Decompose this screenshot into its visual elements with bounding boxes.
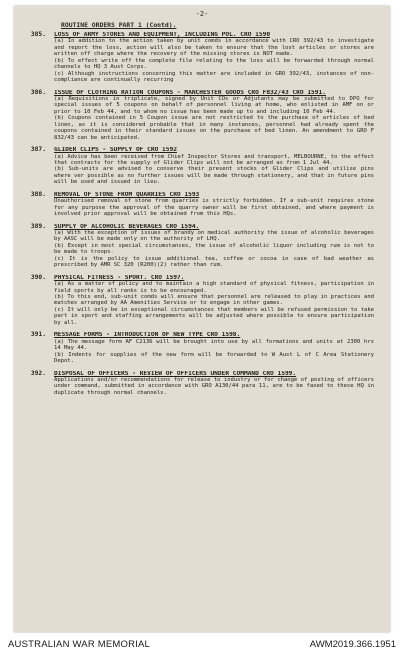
order-body — [54, 275, 374, 327]
order-number: 387. — [30, 146, 46, 154]
order-title: SUPPLY OF ALCOHOLIC BEVERAGES CRO 1594. — [54, 223, 200, 230]
order-paragraph: (a) Requisitions in triplicate, signed by Unit COs or Adjutants may be submitted to DPO for special issues of 5 coupons on behalf of personnel living at home, who enlisted in AMF on or prior to 10 Feb 44, and to whom no issue has been made up to and including 10 Feb 44. — [54, 95, 374, 115]
order-paragraph: (b) To this end, sub-unit comds will ensure that personnel are released to play in practices and matches arranged by AA Amenities Service or to engage in other games. — [54, 294, 374, 307]
order-paragraph: (c) It is the policy to issue additional tea, coffee or cocoa in case of bad weather as prescribed by AMR SC 320 (R200)(2) rather than rum. — [54, 255, 374, 269]
order-item — [14, 32, 390, 84]
order-paragraph: (c) It will only be in exceptional circumstances that members will be refused permission to take part in sport and staffing arrangements will be adjusted where possible to ensure participation by all. — [54, 306, 374, 326]
order-body — [54, 332, 374, 364]
order-paragraph: (a) Advice has been received from Chief Inspector Stores and transport, MELBOURNE, to the effect that contracts for the supply of Glider Clips will not be arranged as from 1 Jul 44. — [54, 153, 374, 167]
order-item — [14, 332, 390, 364]
order-body — [54, 224, 374, 269]
order-paragraph: (b) Indents for supplies of the new form will be forwarded to W Aust L of C Area Stationery Depot. — [54, 351, 374, 365]
order-paragraph: (b) To effect write off the complete file relating to the loss will be forwarded through normal channels to HQ 3 Aust Corps. — [54, 57, 374, 71]
order-title: REMOVAL OF STONE FROM QUARRIES CRO 1593 — [54, 191, 200, 198]
credit-bar — [0, 637, 404, 653]
order-paragraph: (a) In addition to the action taken by unit comds in accordance with CRO 392/43 to investigate and report the loss, action will also be taken to ensure that the lost articles or stores are written off charge where the recovery of the missing stores is NOT made. — [54, 38, 374, 58]
order-title: GLIDER CLIPS - SUPPLY OF CRO 1592 — [54, 147, 177, 154]
order-body — [54, 32, 374, 84]
order-item — [14, 192, 390, 218]
order-item — [14, 224, 390, 269]
order-body — [54, 147, 374, 186]
order-title: LOSS OF ARMY STORES AND EQUIPMENT, INCLUDING POL. CRO 1590 — [54, 32, 271, 38]
order-paragraph: Applications and/or recommendations for release to industry or for change of posting of officers under command, submitted in accordance with GRO A130/44 para 11, are to be faxed to these HQ in duplicate through normal channels. — [54, 376, 374, 396]
order-number: 390. — [30, 273, 46, 281]
order-number: 392. — [30, 369, 46, 377]
order-title: ISSUE OF CLOTHING RATION COUPONS - MANCHESTER GOODS CRO F832/43 CRO 1591. — [54, 89, 326, 96]
order-item — [14, 371, 390, 397]
accession-number: AWM2019.366.1951 — [309, 639, 396, 650]
order-number: 388. — [30, 190, 46, 198]
order-paragraph: Unauthorised removal of stone from quarries is strictly forbidden. If a sub-unit requires stone for any purpose the approval of the quarry owner will be first obtained, and where payment is involved prior approval will be obtained from this HQs. — [54, 198, 374, 218]
order-paragraph: (a) With the exception of issues of brandy on medical authority the issue of alcoholic beverages by AASC will be made only on the authority of LHQ. — [54, 230, 374, 243]
order-number: 391. — [30, 331, 46, 339]
order-paragraph: (a) As a matter of policy and to maintain a high standard of physical fitness, participation in field sports by all ranks is to be encouraged. — [54, 281, 374, 294]
order-title: MESSAGE FORMS - INTRODUCTION OF NEW TYPE CRO 1598. — [54, 332, 241, 339]
order-title: DISPOSAL OF OFFICERS - REVIEW OF OFFICERS UNDER COMMAND CRO 1599. — [54, 370, 297, 377]
order-body — [54, 90, 374, 142]
page-number: -2- — [195, 10, 209, 18]
routine-orders-list — [14, 32, 390, 396]
order-paragraph: (b) Sub-units are advised to conserve their present stocks of Glider Clips and utilise pins where ver possible as no further issues will be made through stationery, and that in future pins will be used and issued in lieu. — [54, 166, 374, 186]
document-page — [14, 6, 390, 632]
order-body — [54, 192, 374, 218]
order-number: 386. — [30, 88, 46, 96]
order-item — [14, 147, 390, 186]
order-paragraph: (c) Although instructions concerning this matter are included in GRO 392/43, instances of non-compliance are continually recurring — [54, 70, 374, 84]
order-item — [14, 275, 390, 327]
document-heading: ROUTINE ORDERS PART 1 (Contd). — [61, 21, 177, 29]
order-number: 389. — [30, 222, 46, 230]
institution-credit: AUSTRALIAN WAR MEMORIAL — [8, 639, 151, 650]
order-paragraph: (b) Coupons contained in 5 Coupon issue are not restricted to the purchase of articles of bed linen, as it is considered probable that in many instances, personnel had already spent the coupons contained in their standard issues on the purchase of bed linen. An amendment to GRO F 832/43 can be anticipated. — [54, 115, 374, 141]
order-body — [54, 371, 374, 397]
order-title: PHYSICAL FITNESS - SPORT. CRO 1597. — [54, 274, 185, 281]
order-paragraph: (a) The message form AF C2136 will be brought into use by all formations and units at 2300 hrs 14 May 44. — [54, 338, 374, 352]
order-number: 385. — [30, 31, 46, 38]
order-paragraph: (b) Except in most special circumstances, the issue of alcoholic liquor including rum is not to be made to troops. — [54, 242, 374, 256]
order-item — [14, 90, 390, 142]
